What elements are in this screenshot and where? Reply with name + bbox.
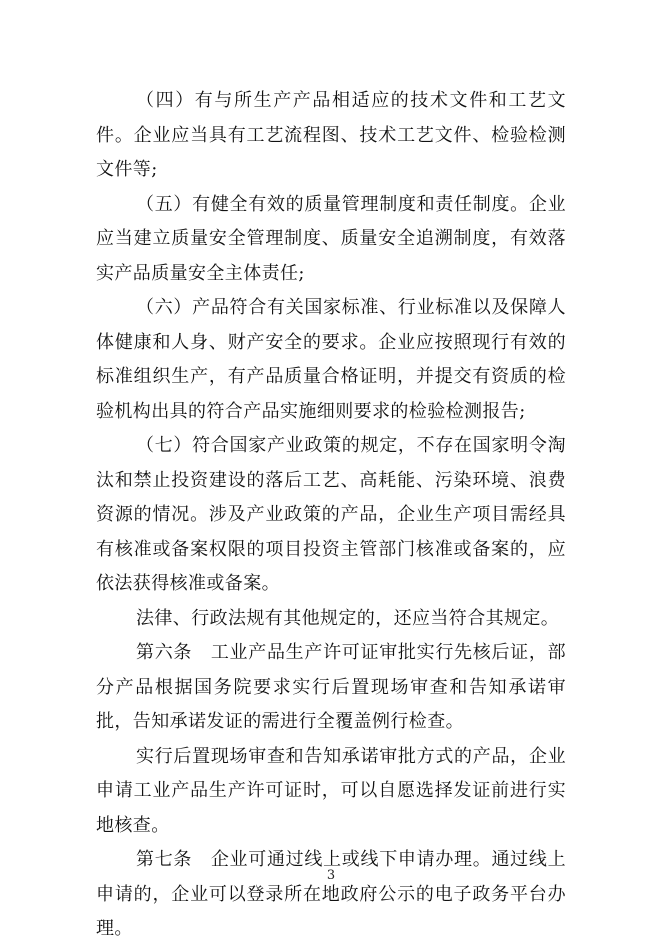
paragraph-article-7: 第七条 企业可通过线上或线下申请办理。通过线上申请的，企业可以登录所在地政府公示的电子政务平台办理。 (96, 849, 566, 939)
paragraph-item-5: （五）有健全有效的质量管理制度和责任制度。企业应当建立质量安全管理制度、质量安全追溯制度，有效落实产品质量安全主体责任; (96, 193, 566, 284)
page-number: 3 (326, 868, 336, 883)
paragraph-item-7: （七）符合国家产业政策的规定，不存在国家明令淘汰和禁止投资建设的落后工艺、高耗能、污染环境、浪费资源的情况。涉及产业政策的产品，企业生产项目需经具有核准或备案权限的项目投资主管部门核准或备案的，应依法获得核准或备案。 (96, 435, 566, 594)
paragraph-post-review: 实行后置现场审查和告知承诺审批方式的产品，企业申请工业产品生产许可证时，可以自愿选择发证前进行实地核查。 (96, 745, 566, 836)
paragraph-item-6: （六）产品符合有关国家标准、行业标准以及保障人体健康和人身、财产安全的要求。企业应按照现行有效的标准组织生产，有产品质量合格证明，并提交有资质的检验机构出具的符合产品实施细则要求的检验检测报告; (96, 297, 566, 422)
document-body (96, 84, 566, 947)
paragraph-item-4: （四）有与所生产产品相适应的技术文件和工艺文件。企业应当具有工艺流程图、技术工艺文件、检验检测文件等; (96, 90, 566, 180)
paragraph-article-6: 第六条 工业产品生产许可证审批实行先核后证，部分产品根据国务院要求实行后置现场审查和告知承诺审批，告知承诺发证的需进行全覆盖例行检查。 (96, 642, 566, 732)
paragraph-other-laws: 法律、行政法规有其他规定的，还应当符合其规定。 (136, 607, 560, 629)
